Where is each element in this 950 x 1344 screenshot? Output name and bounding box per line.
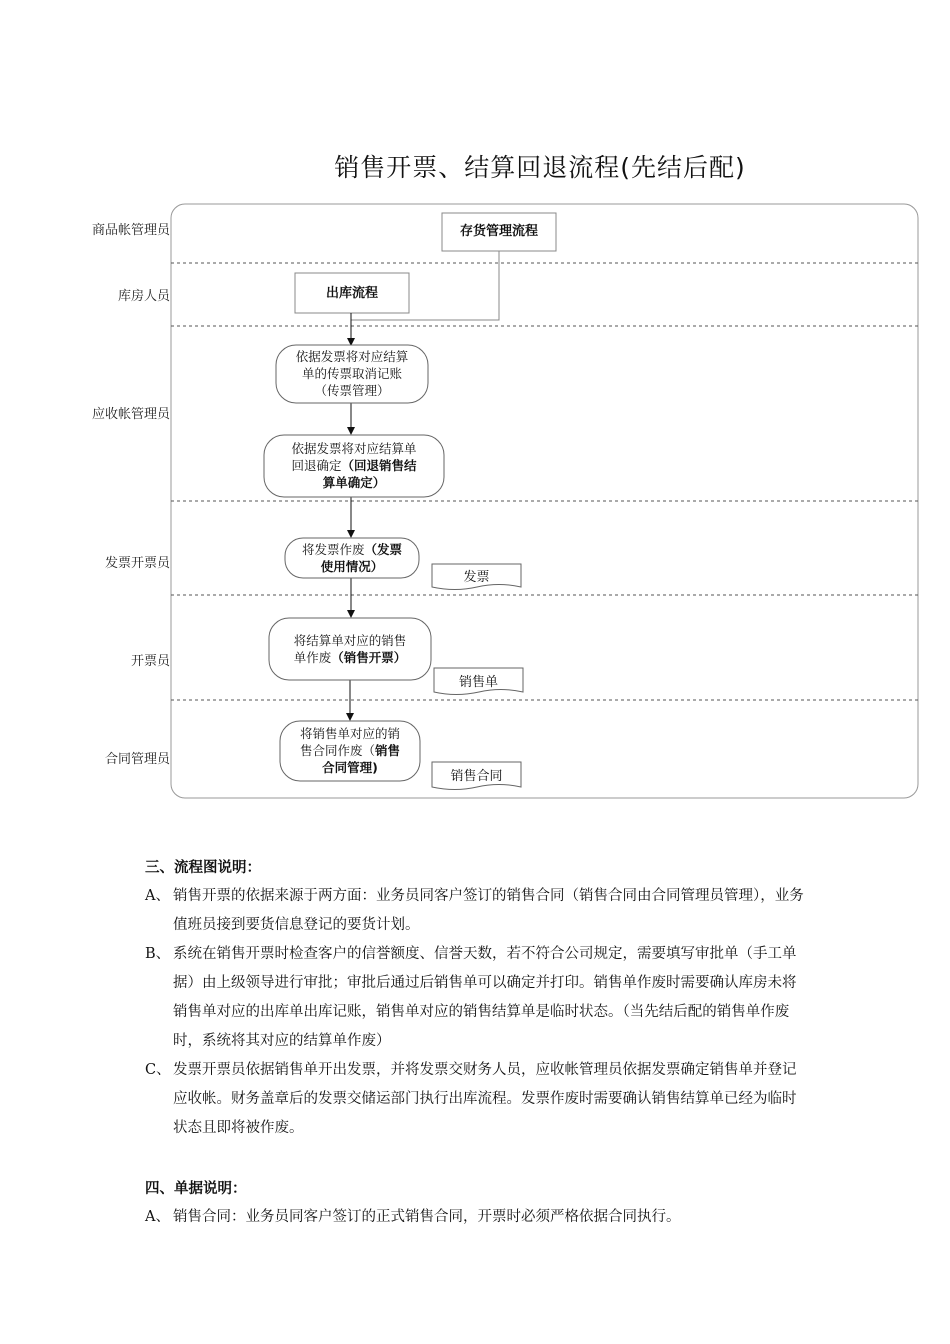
item-text: 销售合同：业务员同客户签订的正式销售合同，开票时必须严格依据合同执行。: [173, 1209, 681, 1225]
section-4-item-a: [145, 1203, 810, 1232]
step-cancel-voucher-text: 依据发票将对应结算 单的传票取消记账 （传票管理）: [295, 349, 409, 398]
lane-label-contract-manager: 合同管理员: [104, 752, 170, 767]
section-3-item-b: [145, 940, 810, 1056]
document-explanation-section: [145, 1174, 810, 1232]
section-3-item-a: [145, 882, 810, 940]
lane-label-receivables: 应收帐管理员: [91, 407, 170, 422]
invoice-doc-label: 发票: [463, 570, 490, 585]
item-marker: B、: [145, 946, 171, 962]
diagram-title: 销售开票、结算回退流程(先结后配): [334, 153, 746, 182]
item-text: 系统在销售开票时检查客户的信誉额度、信誉天数，若不符合公司规定，需要填写审批单（手工单据）由上级领导进行审批；审批后通过后销售单可以确定并打印。销售单作废时需要确认库房未将销售单对应的出库单出库记账，销售单对应的销售结算单是临时状态。（当先结后配的销售单作废时，系统将其对应的结算单作废）: [173, 946, 797, 1049]
item-marker: A、: [145, 1209, 170, 1225]
lane-label-warehouse: 库房人员: [117, 289, 170, 304]
section-4-title: 四、单据说明：: [145, 1180, 247, 1197]
step-rollback-confirm-text: 依据发票将对应结算单 回退确定（回退销售结 算单确定）: [291, 441, 417, 490]
inventory-process-label: 存货管理流程: [459, 224, 538, 239]
step-void-invoice-text: 将发票作废（发票 使用情况）: [301, 542, 403, 574]
flow-explanation-section: [145, 853, 810, 1143]
section-3-item-c: [145, 1056, 810, 1143]
step-void-sales-order-text: 将结算单对应的销售 单作废（销售开票）: [293, 633, 407, 665]
sales-contract-doc-label: 销售合同: [450, 769, 503, 784]
lane-label-biller: 开票员: [130, 654, 170, 669]
section-3-title: 三、流程图说明：: [145, 859, 261, 876]
lane-label-invoice-issuer: 发票开票员: [104, 556, 170, 571]
outbound-process-label: 出库流程: [325, 286, 378, 301]
step-void-contract-text: 将销售单对应的销 售合同作废（销售 合同管理): [299, 726, 401, 775]
item-marker: C、: [145, 1062, 171, 1078]
item-text: 销售开票的依据来源于两方面：业务员同客户签订的销售合同（销售合同由合同管理员管理），业务值班员接到要货信息登记的要货计划。: [173, 888, 804, 933]
item-text: 发票开票员依据销售单开出发票，并将发票交财务人员，应收帐管理员依据发票确定销售单并登记应收帐。财务盖章后的发票交储运部门执行出库流程。发票作废时需要确认销售结算单已经为临时状态且即将被作废。: [173, 1062, 797, 1136]
lane-label-goods-account: 商品帐管理员: [91, 223, 170, 238]
item-marker: A、: [145, 888, 170, 904]
sales-order-doc-label: 销售单: [458, 675, 498, 690]
